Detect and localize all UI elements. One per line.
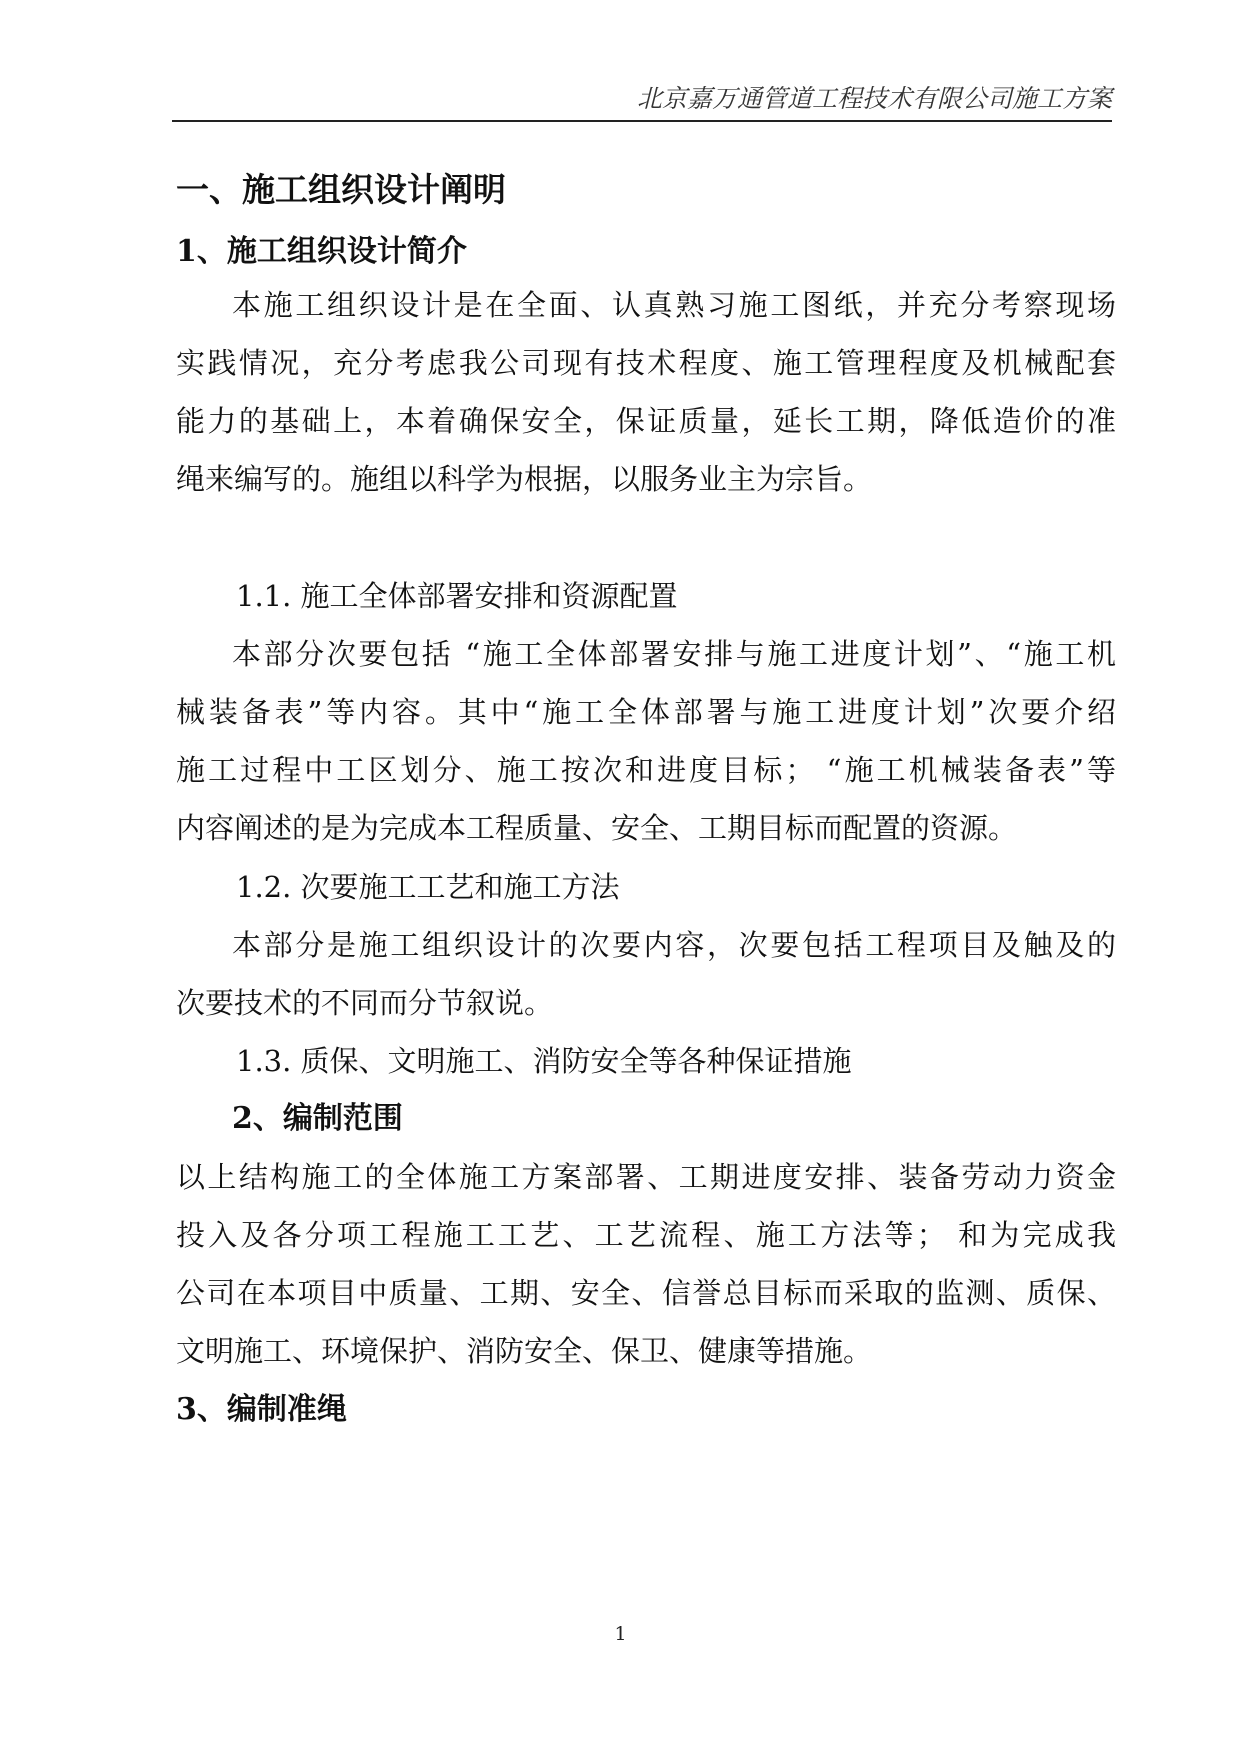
scope-line-3: 公司在本项目中质量、工期、安全、信誉总目标而采取的监测、质保、 [176,1276,1116,1310]
intro-heading: 1、施工组织设计简介 [176,234,467,269]
sub1-line-1: 本部分次要包括 “施工全体部署安排与施工进度计划”、“施工机 [232,637,1116,671]
sub1-title: 1.1. 施工全体部署安排和资源配置 [236,579,678,613]
intro-line-3: 能力的基础上，本着确保安全，保证质量，延长工期，降低造价的准 [176,404,1116,438]
sub1-line-2: 械装备表”等内容。其中“施工全体部署与施工进度计划”次要介绍 [176,695,1116,729]
section-2-heading: 2、编制范围 [232,1101,403,1136]
intro-line-1: 本施工组织设计是在全面、认真熟习施工图纸，并充分考察现场 [232,288,1116,322]
intro-line-2: 实践情况，充分考虑我公司现有技术程度、施工管理程度及机械配套 [176,346,1116,380]
section-3-heading: 3、编制准绳 [176,1392,347,1427]
page-header [172,84,1112,122]
page-number: 1 [614,1623,627,1645]
sub1-line-3: 施工过程中工区划分、施工按次和进度目标； “施工机械装备表”等 [176,753,1116,787]
scope-line-1: 以上结构施工的全体施工方案部署、工期进度安排、装备劳动力资金 [176,1160,1116,1194]
sub3-title: 1.3. 质保、文明施工、消防安全等各种保证措施 [236,1044,852,1078]
header-title: 北京嘉万通管道工程技术有限公司施工方案 [636,84,1112,113]
scope-line-4: 文明施工、环境保护、消防安全、保卫、健康等措施。 [176,1334,873,1368]
scope-line-2: 投入及各分项工程施工工艺、工艺流程、施工方法等； 和为完成我 [176,1218,1116,1252]
sub2-line-1: 本部分是施工组织设计的次要内容，次要包括工程项目及触及的 [232,928,1116,962]
section-1-heading: 一、施工组织设计阐明 [176,170,506,209]
sub2-title: 1.2. 次要施工工艺和施工方法 [236,870,620,904]
sub1-line-4: 内容阐述的是为完成本工程质量、安全、工期目标而配置的资源。 [176,811,1018,845]
intro-line-4: 绳来编写的。施组以科学为根据，以服务业主为宗旨。 [176,462,873,496]
sub2-line-2: 次要技术的不同而分节叙说。 [176,986,554,1020]
